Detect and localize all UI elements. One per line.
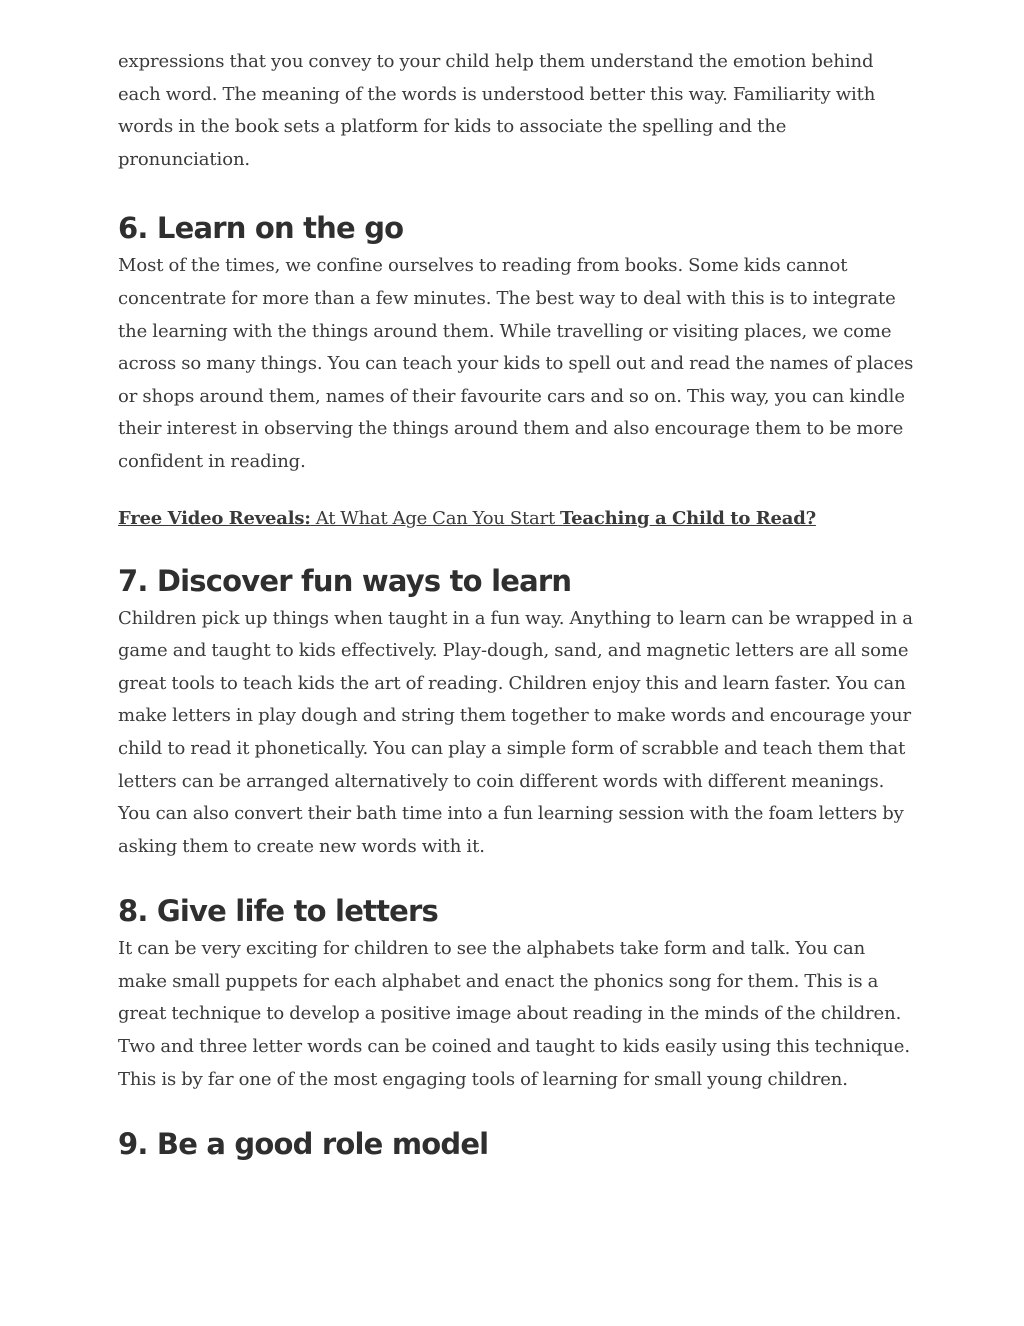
- promo-line: [118, 503, 918, 535]
- section-heading-give-life-to-letters: 8. Give life to letters: [118, 894, 439, 929]
- promo-link-middle: At What Age Can You Start: [310, 507, 560, 529]
- promo-link-prefix: Free Video Reveals:: [118, 507, 311, 529]
- promo-link-suffix: Teaching a Child to Read?: [560, 507, 816, 529]
- article-body: [118, 46, 918, 1162]
- section-paragraph-discover-fun-ways: Children pick up things when taught in a fun way. Anything to learn can be wrapped in a game and taught to kids effectively. Play-dough, sand, and magnetic letters are all some great tools to teach kids the art of reading. Children enjoy this and learn faster. You can make letters in play dough and string them together to make words and encourage your child to read it phonetically. You can play a simple form of scrabble and teach them that letters can be arranged alternatively to coin different words with different meanings. You can also convert their bath time into a fun learning session with the foam letters by asking them to create new words with it.: [118, 607, 913, 857]
- section-paragraph-give-life-to-letters: It can be very exciting for children to see the alphabets take form and talk. You can make small puppets for each alphabet and enact the phonics song for them. This is a great technique to develop a positive image about reading in the minds of the children. Two and three letter words can be coined and taught to kids easily using this technique. This is by far one of the most engaging tools of learning for small young children.: [118, 938, 910, 1090]
- section-heading-learn-on-the-go: 6. Learn on the go: [118, 211, 404, 246]
- intro-paragraph: expressions that you convey to your child help them understand the emotion behind each word. The meaning of the words is understood better this way. Familiarity with words in the book sets a platform for kids to associate the spelling and the pronunciation.: [118, 51, 876, 170]
- section-heading-be-a-good-role-model: 9. Be a good role model: [118, 1127, 489, 1162]
- section-paragraph-learn-on-the-go: Most of the times, we confine ourselves to reading from books. Some kids cannot concentrate for more than a few minutes. The best way to deal with this is to integrate the learning with the things around them. While travelling or visiting places, we come across so many things. You can teach your kids to spell out and read the names of places or shops around them, names of their favourite cars and so on. This way, you can kindle their interest in observing the things around them and also encourage them to be more confident in reading.: [118, 255, 914, 472]
- section-heading-discover-fun-ways: 7. Discover fun ways to learn: [118, 563, 572, 598]
- promo-link[interactable]: [118, 508, 816, 529]
